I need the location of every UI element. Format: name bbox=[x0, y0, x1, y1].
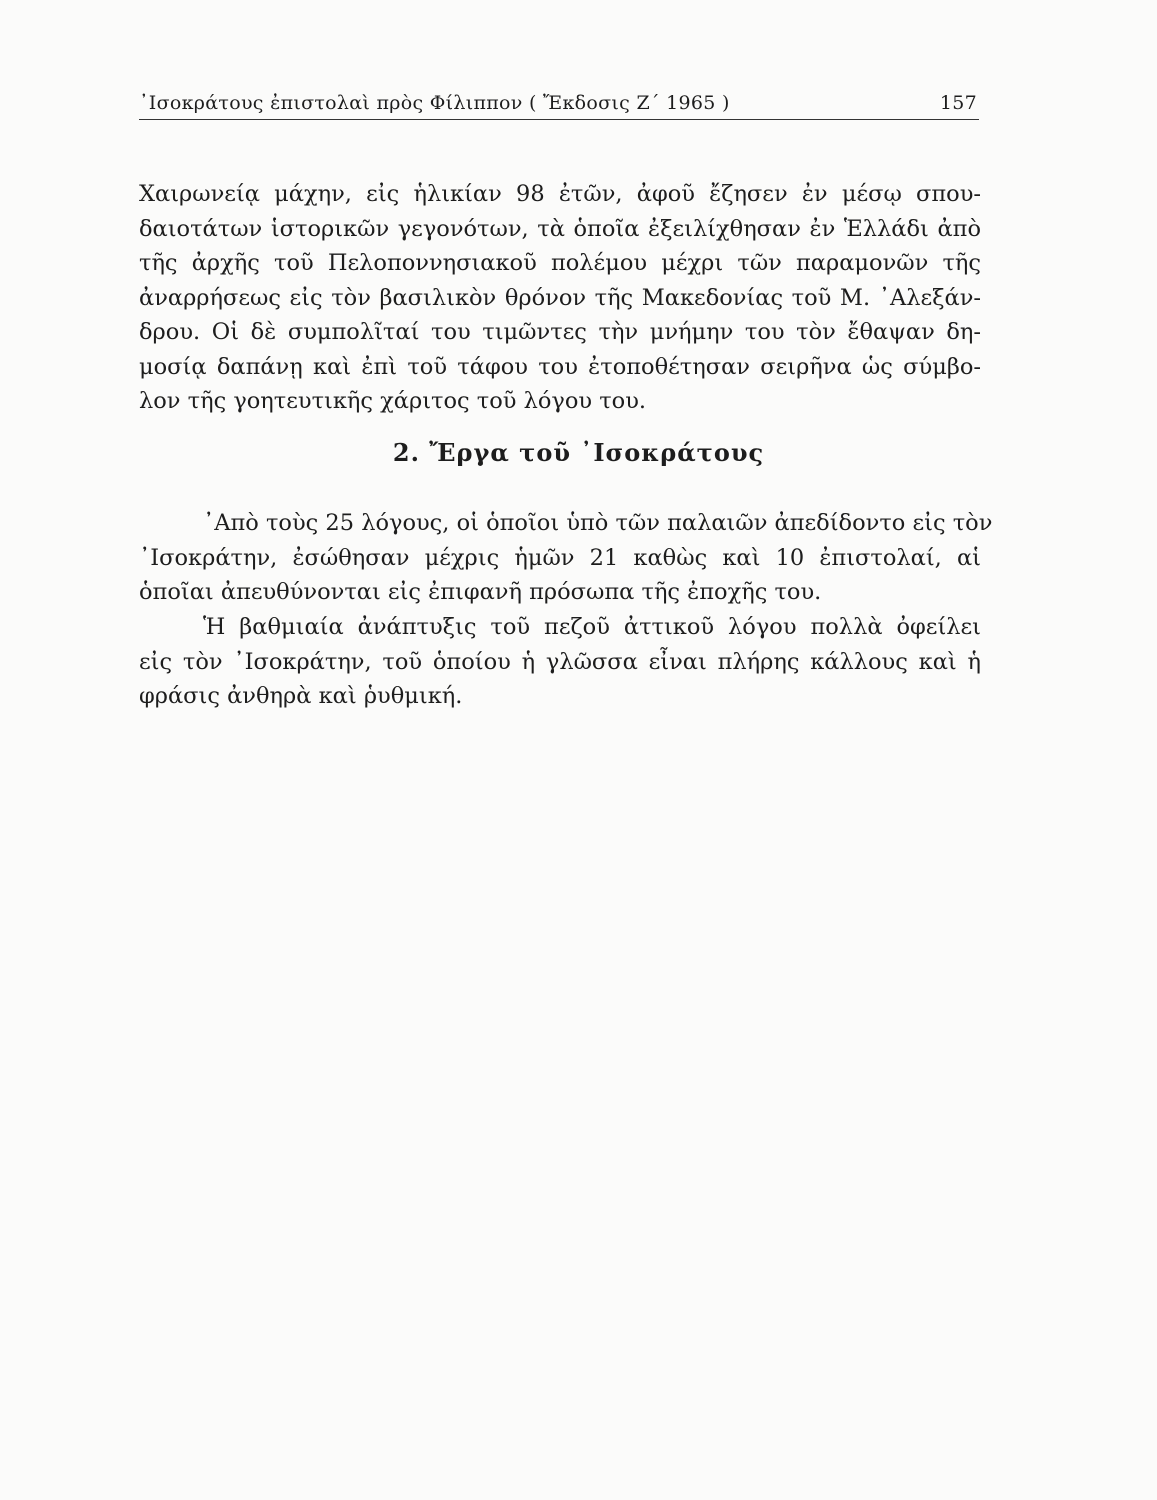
text-line: δαιοτάτων ἱστορικῶν γεγονότων, τὰ ὁποῖα ἐξειλίχθησαν ἐν Ἑλλάδι ἀπὸ bbox=[139, 215, 981, 242]
text-line: τῆς ἀρχῆς τοῦ Πελοποννησιακοῦ πολέμου μέχρι τῶν παραμονῶν τῆς bbox=[139, 250, 981, 276]
text-line: ἀναρρήσεως εἰς τὸν βασιλικὸν θρόνον τῆς Μακεδονίας τοῦ Μ. ᾿Αλεξάν- bbox=[139, 284, 981, 311]
paragraph-works bbox=[139, 506, 993, 610]
paragraph-style bbox=[139, 610, 981, 714]
page-number: 157 bbox=[939, 92, 977, 114]
section-heading: 2. Ἔργα τοῦ ᾿Ισοκράτους bbox=[392, 438, 765, 467]
text-line: Χαιρωνείᾳ μάχην, εἰς ἡλικίαν 98 ἐτῶν, ἀφοῦ ἔζησεν ἐν μέσῳ σπου- bbox=[139, 181, 981, 207]
text-line: δρου. Οἱ δὲ συμπολῖταί του τιμῶντες τὴν μνήμην του τὸν ἔθαψαν δη- bbox=[139, 319, 981, 345]
text-line: Ἡ βαθμιαία ἀνάπτυξις τοῦ πεζοῦ ἀττικοῦ λόγου πολλὰ ὀφείλει bbox=[203, 614, 981, 640]
paragraph-continuation bbox=[139, 177, 981, 419]
text-line: μοσίᾳ δαπάνῃ καὶ ἐπὶ τοῦ τάφου του ἐτοποθέτησαν σειρῆνα ὡς σύμβο- bbox=[139, 353, 981, 380]
running-header bbox=[139, 92, 979, 120]
text-line: ᾿Απὸ τοὺς 25 λόγους, οἱ ὁποῖοι ὑπὸ τῶν παλαιῶν ἀπεδίδοντο εἰς τὸν bbox=[203, 510, 993, 536]
text-line: ᾿Ισοκράτην, ἐσώθησαν μέχρις ἡμῶν 21 καθὼς καὶ 10 ἐπιστολαί, αἱ bbox=[139, 544, 981, 571]
text-line: ὁποῖαι ἀπευθύνονται εἰς ἐπιφανῆ πρόσωπα τῆς ἐποχῆς του. bbox=[139, 579, 822, 605]
text-line: φράσις ἀνθηρὰ καὶ ῥυθμική. bbox=[139, 683, 463, 709]
text-line: εἰς τὸν ᾿Ισοκράτην, τοῦ ὁποίου ἡ γλῶσσα εἶναι πλήρης κάλλους καὶ ἡ bbox=[139, 648, 981, 675]
text-line: λον τῆς γοητευτικῆς χάριτος τοῦ λόγου του. bbox=[139, 388, 647, 414]
running-title: ᾿Ισοκράτους ἐπιστολαὶ πρὸς Φίλιππον ( Ἔκδοσις Ζ΄ 1965 ) bbox=[139, 92, 730, 114]
